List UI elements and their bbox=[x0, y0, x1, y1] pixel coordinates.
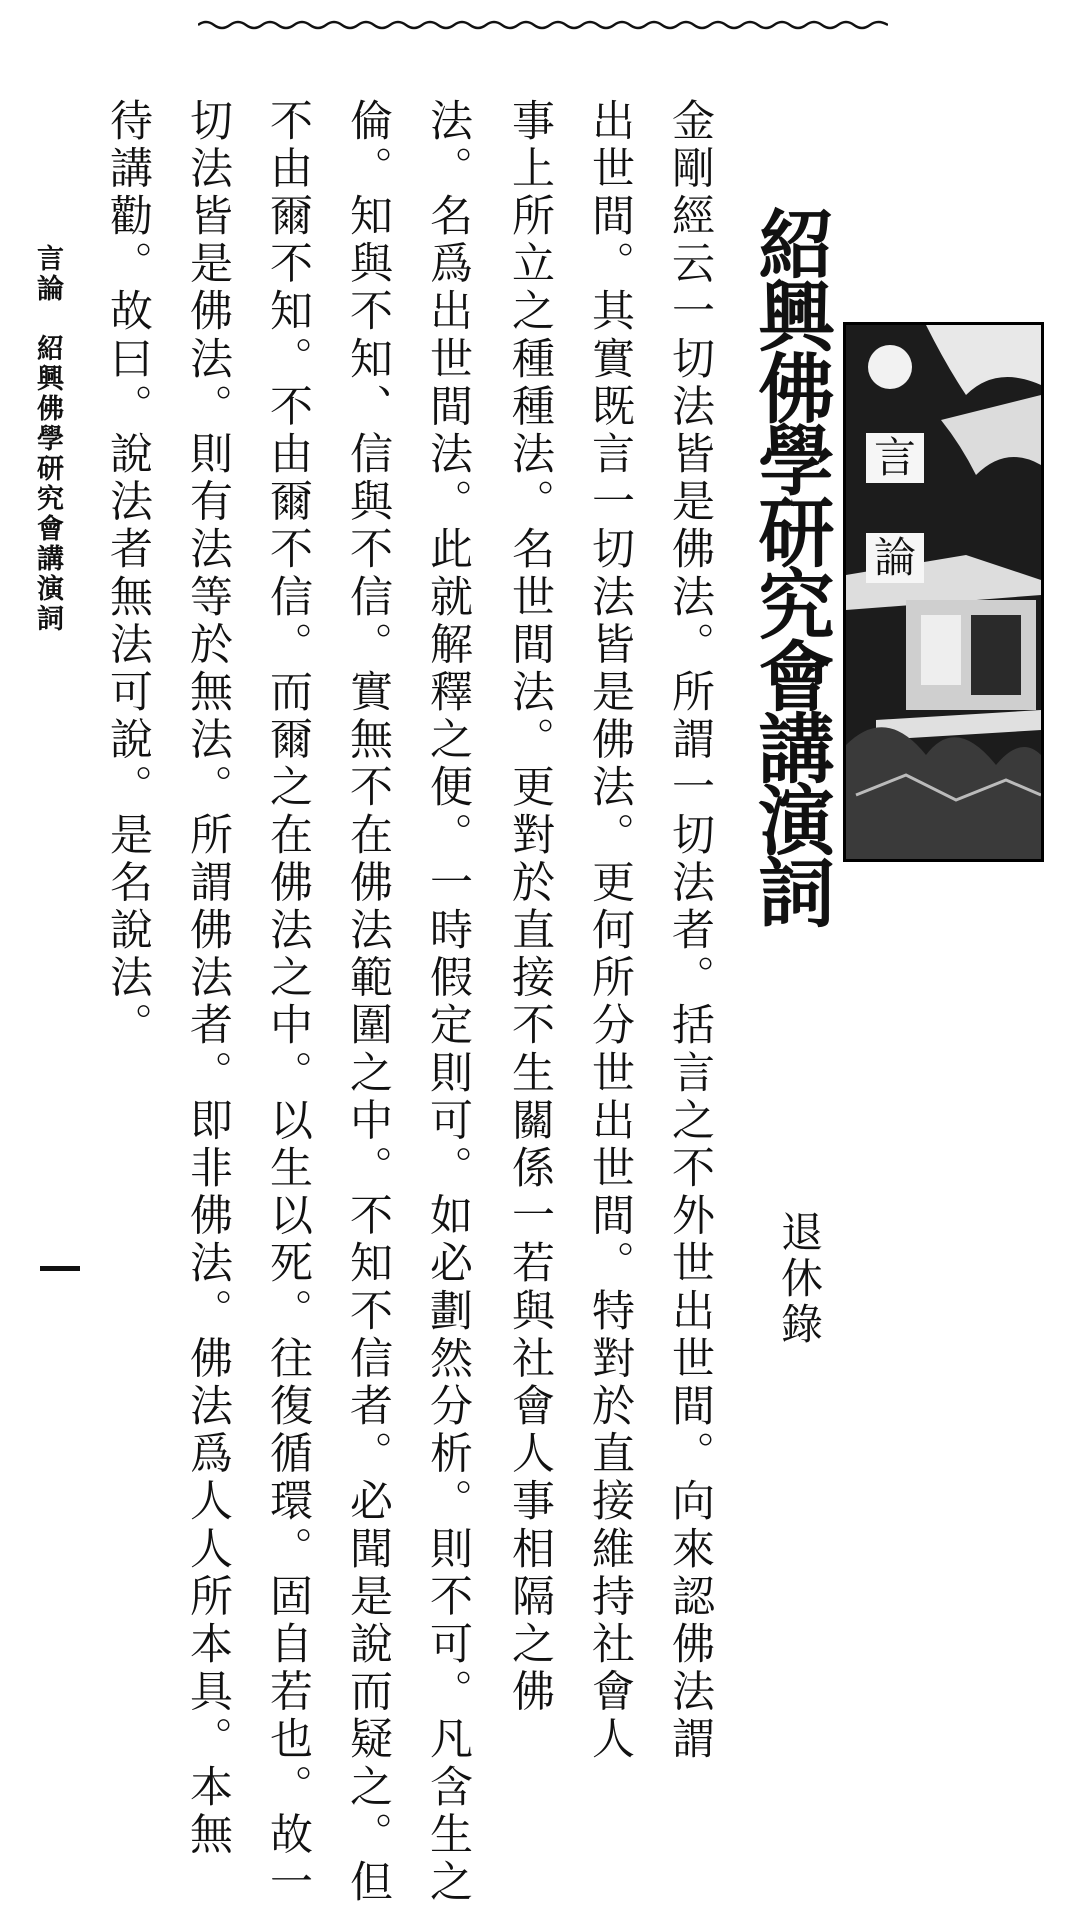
article-title: 紹興佛學研究會講演詞 bbox=[746, 205, 835, 925]
moon-pavilion-landscape-icon bbox=[846, 325, 1041, 859]
top-wavy-rule bbox=[198, 14, 888, 36]
body-line-7: 切法皆是佛法。則有法等於無法。所謂佛法者。即非佛法。佛法爲人人所本具。本無 bbox=[183, 98, 233, 1860]
page-number-text bbox=[40, 1266, 41, 1267]
body-line-6: 不由爾不知。不由爾不信。而爾之在佛法之中。以生以死。往復循環。固自若也。故一 bbox=[263, 98, 313, 1907]
body-line-2: 出世間。其實既言一切法皆是佛法。更何所分世出世間。特對於直接維持社會人 bbox=[585, 98, 635, 1764]
page-number bbox=[40, 1266, 80, 1271]
body-line-3: 事上所立之種種法。名世間法。更對於直接不生關係一若與社會人事相隔之佛 bbox=[505, 98, 555, 1717]
body-line-8: 待講勸。故曰。說法者無法可說。是名說法。 bbox=[103, 98, 153, 1050]
emblem-label-lun: 論 bbox=[866, 533, 924, 583]
emblem-illustration bbox=[843, 322, 1044, 862]
running-header: 言論 紹興佛學研究會講演詞 bbox=[32, 244, 63, 634]
body-line-4: 法。名爲出世間法。此就解釋之便。一時假定則可。如必劃然分析。則不可。凡含生之 bbox=[423, 98, 473, 1907]
emblem-label-yan: 言 bbox=[866, 433, 924, 483]
article-author: 退休錄 bbox=[775, 1210, 824, 1348]
body-line-1: 金剛經云一切法皆是佛法。所謂一切法者。括言之不外世出世間。向來認佛法謂 bbox=[665, 98, 715, 1764]
body-line-5: 倫。知與不知、信與不信。實無不在佛法範圍之中。不知不信者。必聞是說而疑之。但 bbox=[343, 98, 393, 1907]
